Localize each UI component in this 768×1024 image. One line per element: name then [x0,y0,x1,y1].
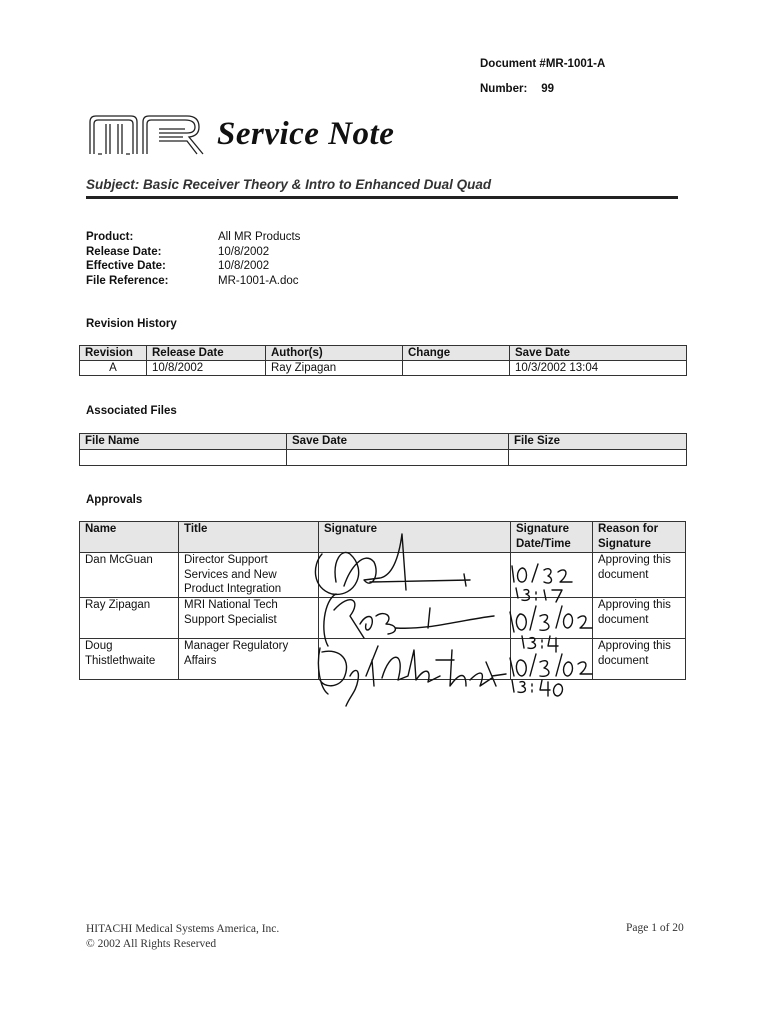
table-cell [287,450,509,466]
signature-doug-thistlethwaite [318,646,506,706]
table-cell [509,450,687,466]
column-header: Revision [80,346,147,361]
signature-dan-mcguan [315,534,470,594]
meta-row-file-reference [86,274,300,289]
column-header: Author(s) [266,346,403,361]
meta-value: 10/8/2002 [218,245,270,258]
column-header: File Name [80,434,287,450]
column-header: Save Date [287,434,509,450]
approver-title: MRI National Tech Support Specialist [179,598,319,639]
meta-row-effective-date [86,259,300,274]
signature-reason: Approving this document [593,553,686,598]
meta-key: Effective Date: [86,260,166,272]
table-cell [80,450,287,466]
column-header: Title [179,522,319,553]
column-header: Change [403,346,510,361]
approver-title: Director Support Services and New Product Integration [179,553,319,598]
approvals-title: Approvals [86,494,143,506]
associated-files-table [79,433,687,466]
meta-value: All MR Products [218,231,301,243]
company-name: HITACHI Medical Systems America, Inc. [86,923,280,935]
meta-key: Release Date: [86,245,162,258]
document-meta [86,230,300,288]
column-header: File Size [509,434,687,450]
table-header-row [80,346,687,361]
number-label: Number: [480,83,528,95]
column-header: Name [80,522,179,553]
table-cell: A [80,361,147,376]
meta-value: 10/8/2002 [218,260,270,272]
table-row [80,450,687,466]
revision-history-title: Revision History [86,318,177,330]
column-header: Reason for Signature [593,522,686,553]
table-cell: 10/3/2002 13:04 [510,361,687,376]
datetime-3-handwriting [510,654,592,696]
subject-divider [86,196,678,199]
table-header-row [80,434,687,450]
handwritten-signatures [310,520,610,710]
service-note-title: Service Note [217,116,395,152]
document-number-label: Document # [480,58,546,70]
copyright-notice: © 2002 All Rights Reserved [86,938,217,950]
approver-title: Manager Regulatory Affairs [179,639,319,680]
approver-name: Dan McGuan [80,553,179,598]
number-value: 99 [541,83,555,95]
datetime-2-handwriting [510,606,592,652]
document-id: MR-1001-A [545,58,606,70]
table-cell [403,361,510,376]
table-cell: Ray Zipagan [266,361,403,376]
signature-reason: Approving this document [593,639,686,680]
signature-reason: Approving this document [593,598,686,639]
meta-value: MR-1001-A.doc [218,274,299,287]
datetime-1-handwriting [512,564,572,602]
column-header: Release Date [147,346,266,361]
meta-key: Product: [86,231,134,243]
associated-files-title: Associated Files [86,405,177,417]
approver-name: Doug Thistlethwaite [80,639,179,680]
subject-line: Subject: Basic Receiver Theory & Intro to Enhanced Dual Quad [86,177,492,192]
table-row [80,361,687,376]
approver-name: Ray Zipagan [80,598,179,639]
document-number [480,58,605,70]
mr-logo [87,112,207,158]
column-header: Signature [319,522,511,553]
number-line [480,83,554,95]
meta-key: File Reference: [86,274,169,287]
signature-ray-zipagan [324,594,494,646]
table-cell: 10/8/2002 [147,361,266,376]
footer-company [86,922,279,952]
column-header: Save Date [510,346,687,361]
meta-row-product [86,230,300,245]
revision-history-table [79,345,687,376]
meta-row-release-date [86,245,300,260]
page-indicator: Page 1 of 20 [626,922,684,934]
column-header: Signature Date/Time [511,522,593,553]
